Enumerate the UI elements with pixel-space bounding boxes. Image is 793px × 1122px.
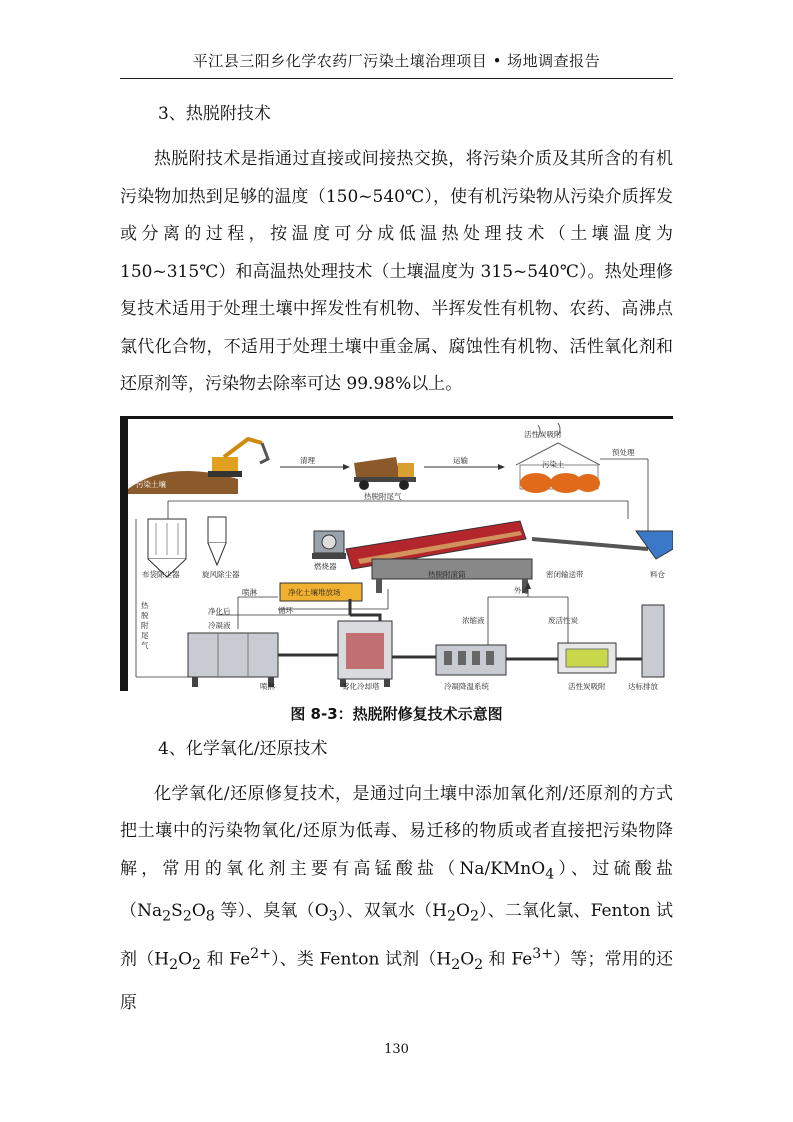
label-spray-bottom: 喷淋: [260, 681, 275, 691]
activated-carbon-adsorber-icon: [558, 643, 616, 673]
cyclone-icon: [208, 517, 226, 565]
section-heading-chemical-oxidation: 4、化学氧化/还原技术: [158, 738, 328, 759]
hopper-icon: [636, 531, 673, 559]
label-spray-cooling-tower: 雾化冷却塔: [342, 681, 380, 691]
paragraph-thermal-desorption: 热脱附技术是指通过直接或间接热交换，将污染介质及其所含的有机污染物加热到足够的温度（150~540℃），使有机污染物从污染介质挥发或分离的过程，按温度可分成低温热处理技术（土壤温度为 150~315℃）和高温热处理技术（土壤温度为 315~540℃）。热处理修复技术适用于处理土壤中挥发性有机物、半挥发性有机物、农药、高沸点氯代化合物，不适用于处理土壤中重金属、腐蚀性有机物、活性氧化剂和还原剂等，污染物去除率可达 99.98%以上。: [120, 149, 673, 394]
label-condensate: 冷凝液: [208, 620, 231, 630]
spray-cooling-tower-icon: [338, 621, 392, 687]
paragraph-chemical-oxidation: 化学氧化/还原修复技术，是通过向土壤中添加氧化剂/还原剂的方式把土壤中的污染物氧化/还原为低毒、易迁移的物质或者直接把污染物降解，常用的氧化剂主要有高锰酸盐（Na/KMnO$_4$）、过硫酸盐（$Na_2S_2O_8$ 等）、臭氧$(O_3)$、双氧水$(H_2O_2)$、二氧化氯、Fenton 试剂（$H_2O_2$ 和 $Fe^{2+}$）、类 Fenton 试剂（$H_2O_2$ 和 $Fe^{3+}$）等；常用的还原: [120, 783, 674, 1013]
label-thermal-drum: 热脱附滚筒: [428, 569, 466, 579]
label-circulation: 循环: [278, 605, 293, 615]
thermal-drum-icon: [346, 521, 532, 593]
label-hopper: 料仓: [650, 569, 665, 579]
label-concentrated-liquid: 浓缩液: [462, 615, 485, 625]
burner-icon: [312, 531, 346, 559]
label-external-transport: 外运: [514, 585, 529, 595]
label-pretreatment: 预处理: [612, 447, 635, 457]
label-tail-gas-vertical: 热脱附尾气: [141, 600, 149, 650]
stack-icon: [642, 605, 664, 677]
thermal-desorption-diagram: [120, 416, 673, 691]
label-burner: 燃烧器: [314, 561, 337, 571]
label-purified: 净化后: [208, 606, 231, 616]
dump-truck-icon: [354, 457, 416, 490]
label-clean-soil-stockpile: 净化土壤堆放场: [288, 587, 341, 597]
label-cyclone: 旋风除尘器: [202, 569, 240, 579]
page-number: 130: [384, 1042, 409, 1057]
header-divider: [120, 78, 673, 79]
label-sealed-conveyor: 密闭输送带: [546, 569, 584, 579]
label-condensation-system: 冷凝降温系统: [444, 681, 489, 691]
label-spray: 喷淋: [242, 587, 257, 597]
figure-caption: 图 8-3：热脱附修复技术示意图: [290, 704, 503, 723]
excavator-icon: [208, 439, 268, 477]
diagram-graphics: [128, 419, 673, 691]
label-contaminated-soil: 污染土壤: [136, 479, 166, 489]
scrubber-icon: [188, 633, 278, 687]
label-clearing: 清理: [300, 455, 315, 465]
label-transport: 运输: [453, 455, 468, 465]
label-bag-filter: 布袋除尘器: [142, 569, 180, 579]
label-tail-gas: 热脱附尾气: [364, 491, 402, 501]
label-soil-pile: 污染土: [542, 459, 565, 469]
label-activated-carbon-absorber: 活性炭吸附: [568, 681, 606, 691]
label-stack: 达标排放: [628, 681, 658, 691]
condensation-system-icon: [436, 645, 506, 675]
section-heading-thermal-desorption: 3、热脱附技术: [158, 104, 271, 124]
page-header: 平江县三阳乡化学农药厂污染土壤治理项目 • 场地调查报告: [192, 52, 601, 70]
label-spent-carbon: 废活性炭: [548, 615, 578, 625]
main-content: [120, 95, 673, 1022]
label-activated-carbon-adsorption: 活性炭吸附: [524, 429, 562, 439]
